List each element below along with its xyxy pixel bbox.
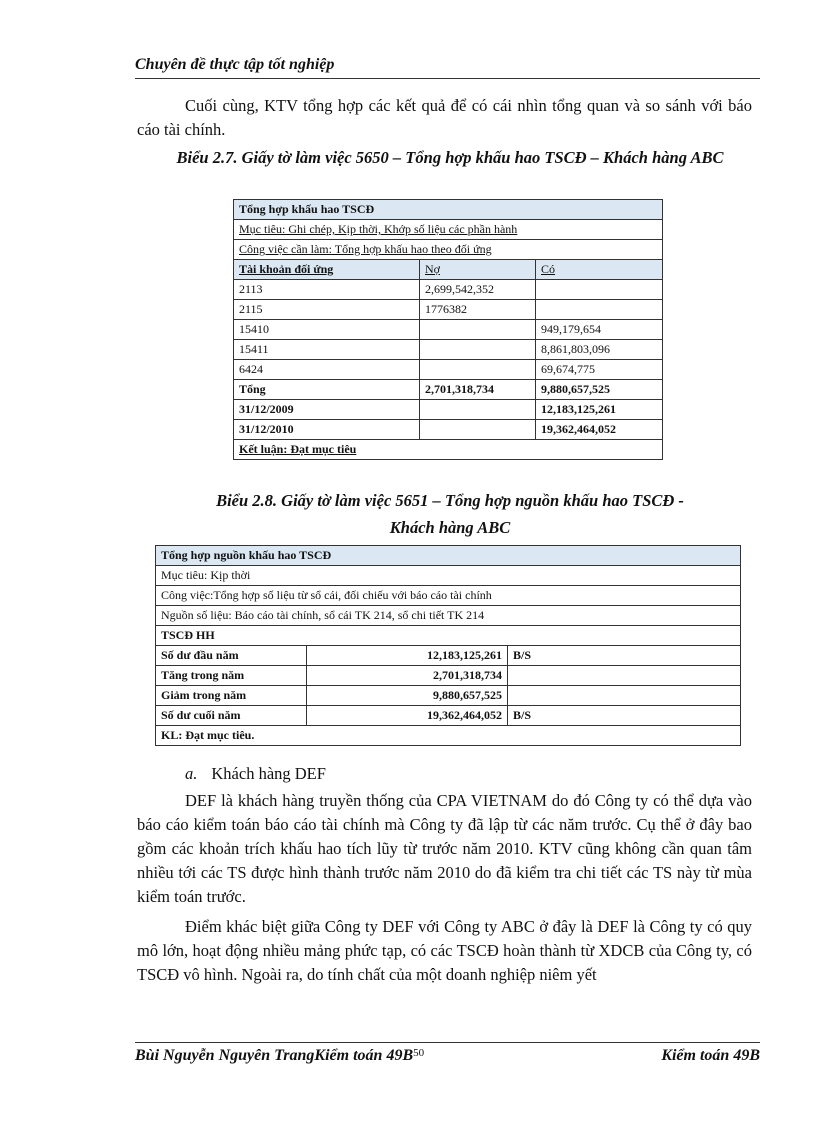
date-label: 31/12/2010 (234, 420, 420, 440)
row-label: Tăng trong năm (156, 666, 307, 686)
row-value: 9,880,657,525 (307, 686, 508, 706)
cell-credit (536, 280, 663, 300)
row-label: Giảm trong năm (156, 686, 307, 706)
paragraph-def-1: DEF là khách hàng truyền thống của CPA VIETNAM do đó Công ty có thể dựa vào báo cáo kiểm toán báo cáo tài chính mà Công ty đã lập từ các năm trước. Cụ thể ở đây bao gồm các khoản trích khấu hao tích lũy từ trước năm 2010. KTV cũng không cần quan tâm nhiều tới các TS được hình thành trước năm 2010 do đã kiểm tra chi tiết các TS này từ mùa kiểm toán trước. (137, 791, 752, 906)
cell-credit: 949,179,654 (536, 320, 663, 340)
header-rule (135, 78, 760, 79)
cell-debit (420, 360, 536, 380)
balance-row-2009 (234, 400, 663, 420)
total-label: Tổng (234, 380, 420, 400)
table2-source: Nguồn số liệu: Báo cáo tài chính, sổ cái TK 214, sổ chi tiết TK 214 (156, 606, 741, 626)
table2-conclusion: KL: Đạt mục tiêu. (156, 726, 741, 746)
total-credit: 9,880,657,525 (536, 380, 663, 400)
table2-task: Công việc:Tổng hợp số liệu từ sổ cái, đối chiếu với báo cáo tài chính (156, 586, 741, 606)
caption-bieu-2-7: Biểu 2.7. Giấy tờ làm việc 5650 – Tổng hợp khấu hao TSCĐ – Khách hàng ABC (176, 148, 724, 167)
table2-title: Tổng hợp nguồn khấu hao TSCĐ (156, 546, 741, 566)
intro-paragraph: Cuối cùng, KTV tổng hợp các kết quả để có cái nhìn tổng quan và so sánh với báo cáo tài chính. (137, 96, 752, 139)
depreciation-summary-table (233, 199, 663, 460)
row-value: 2,701,318,734 (307, 666, 508, 686)
page-header: Chuyên đề thực tập tốt nghiệp (135, 56, 335, 73)
paragraph-def-2: Điểm khác biệt giữa Công ty DEF với Công ty ABC ở đây là DEF là Công ty có quy mô lớn, hoạt động nhiều mảng phức tạp, có các TSCĐ hoàn thành từ XDCB của Công ty, có TSCĐ vô hình. Ngoài ra, do tính chất của một doanh nghiệp niêm yết (137, 917, 752, 984)
row-label: Số dư cuối năm (156, 706, 307, 726)
cell-debit (420, 320, 536, 340)
row-note: B/S (508, 646, 741, 666)
table-row (156, 666, 741, 686)
table2-objective: Mục tiêu: Kịp thời (156, 566, 741, 586)
table2-group: TSCĐ HH (156, 626, 741, 646)
table1-objective: Mục tiêu: Ghi chép, Kịp thời, Khớp số liệu các phần hành (234, 220, 663, 240)
table-row (156, 706, 741, 726)
table-row (234, 320, 663, 340)
row-note (508, 686, 741, 706)
empty-cell (420, 400, 536, 420)
total-row (234, 380, 663, 400)
cell-debit: 2,699,542,352 (420, 280, 536, 300)
row-note: B/S (508, 706, 741, 726)
cell-account: 2115 (234, 300, 420, 320)
list-marker: a. (185, 764, 198, 783)
footer-author (135, 1047, 424, 1065)
depreciation-source-table (155, 545, 741, 746)
table1-title: Tổng hợp khấu hao TSCĐ (234, 200, 663, 220)
table-row (234, 340, 663, 360)
table-row (156, 686, 741, 706)
cell-debit (420, 340, 536, 360)
table-row (156, 646, 741, 666)
cell-account: 15411 (234, 340, 420, 360)
row-note (508, 666, 741, 686)
footer-left: Bùi Nguyễn Nguyên TrangKiểm toán 49B (135, 1047, 414, 1064)
caption-bieu-2-8-line1: Biểu 2.8. Giấy tờ làm việc 5651 – Tổng hợp nguồn khấu hao TSCĐ - (216, 491, 684, 510)
cell-debit: 1776382 (420, 300, 536, 320)
date-label: 31/12/2009 (234, 400, 420, 420)
table1-task: Công việc cần làm: Tổng hợp khấu hao theo đối ứng (234, 240, 663, 260)
table1-col-account: Tài khoản đối ứng (234, 260, 420, 280)
row-value: 12,183,125,261 (307, 646, 508, 666)
cell-account: 6424 (234, 360, 420, 380)
table-row (234, 280, 663, 300)
cell-credit: 8,861,803,096 (536, 340, 663, 360)
footer-rule (135, 1042, 760, 1043)
page-number: 50 (413, 1047, 425, 1059)
balance-value: 12,183,125,261 (536, 400, 663, 420)
section-a-title: Khách hàng DEF (211, 764, 326, 783)
table-row (234, 300, 663, 320)
balance-row-2010 (234, 420, 663, 440)
cell-credit (536, 300, 663, 320)
table1-col-debit: Nợ (420, 260, 536, 280)
section-a-heading (185, 764, 326, 784)
total-debit: 2,701,318,734 (420, 380, 536, 400)
balance-value: 19,362,464,052 (536, 420, 663, 440)
table1-col-credit: Có (536, 260, 663, 280)
cell-account: 2113 (234, 280, 420, 300)
empty-cell (420, 420, 536, 440)
row-value: 19,362,464,052 (307, 706, 508, 726)
caption-bieu-2-8-line2: Khách hàng ABC (389, 518, 511, 537)
footer-right: Kiểm toán 49B (661, 1047, 760, 1064)
table-row (234, 360, 663, 380)
row-label: Số dư đầu năm (156, 646, 307, 666)
cell-credit: 69,674,775 (536, 360, 663, 380)
cell-account: 15410 (234, 320, 420, 340)
table1-conclusion: Kết luận: Đạt mục tiêu (234, 440, 663, 460)
